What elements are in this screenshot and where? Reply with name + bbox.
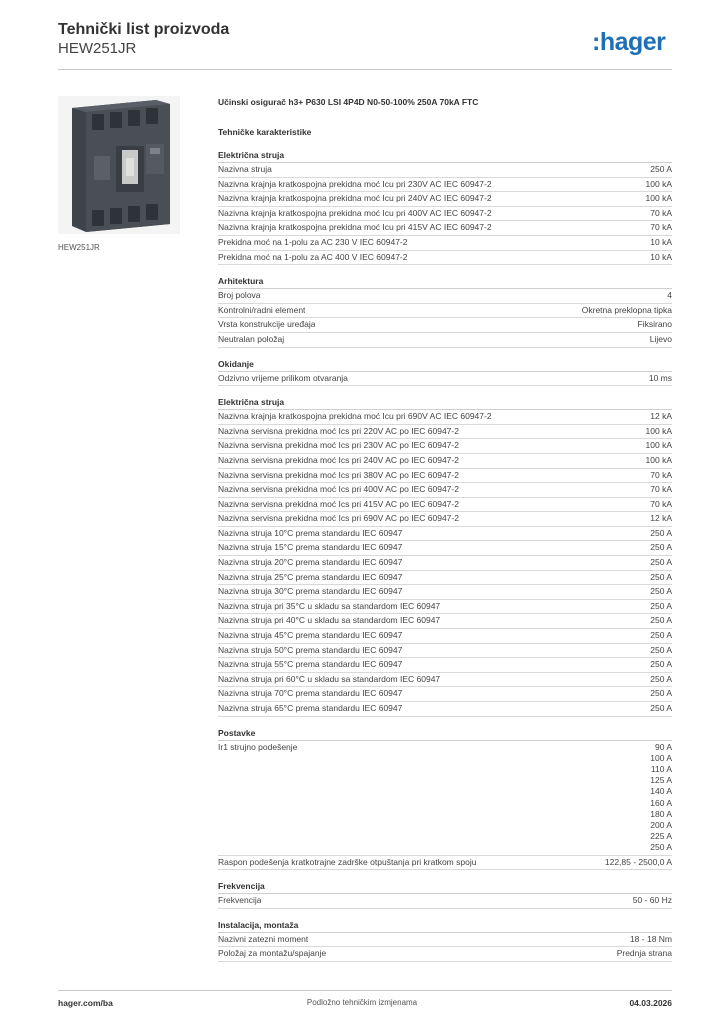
spec-row xyxy=(218,454,672,469)
spec-value: 100 kA xyxy=(645,178,672,189)
spec-label: Nazivna krajnja kratkospojna prekidna moć Icu pri 240V AC IEC 60947-2 xyxy=(218,193,492,204)
spec-row xyxy=(218,856,672,871)
spec-value: 250 A xyxy=(650,542,672,553)
spec-value: 122,85 - 2500,0 A xyxy=(604,856,672,867)
spec-label: Nazivna servisna prekidna moć Ics pri 690V AC po IEC 60947-2 xyxy=(218,513,459,524)
spec-value: 70 kA xyxy=(650,222,672,233)
spec-row xyxy=(218,741,672,856)
spec-row xyxy=(218,947,672,962)
spec-row xyxy=(218,614,672,629)
spec-value: 4 xyxy=(667,290,672,301)
product-image xyxy=(58,96,180,234)
section-title: Električna struja xyxy=(218,395,672,410)
spec-section xyxy=(218,274,672,347)
spec-row xyxy=(218,289,672,304)
spec-label: Nazivna struja 10°C prema standardu IEC 60947 xyxy=(218,527,403,538)
spec-value: 250 A xyxy=(650,571,672,582)
spec-row xyxy=(218,702,672,717)
spec-section xyxy=(218,726,672,871)
spec-row xyxy=(218,469,672,484)
section-title: Arhitektura xyxy=(218,274,672,289)
spec-value: 250 A xyxy=(650,557,672,568)
spec-value: 250 A xyxy=(650,673,672,684)
spec-row xyxy=(218,163,672,178)
section-title: Postavke xyxy=(218,726,672,741)
spec-label: Vrsta konstrukcije uređaja xyxy=(218,319,316,330)
spec-value: Fiksirano xyxy=(637,319,672,330)
spec-label: Nazivna servisna prekidna moć Ics pri 240V AC po IEC 60947-2 xyxy=(218,454,459,465)
spec-row xyxy=(218,600,672,615)
spec-value: 250 A xyxy=(650,600,672,611)
spec-value: 125 A xyxy=(650,775,672,786)
spec-value: 70 kA xyxy=(650,498,672,509)
spec-label: Prekidna moć na 1-polu za AC 400 V IEC 60947-2 xyxy=(218,251,408,262)
spec-value: 250 A xyxy=(650,659,672,670)
spec-row xyxy=(218,207,672,222)
spec-value: 90 A xyxy=(654,741,672,752)
spec-label: Nazivna servisna prekidna moć Ics pri 220V AC po IEC 60947-2 xyxy=(218,425,459,436)
spec-value: 70 kA xyxy=(650,207,672,218)
spec-row xyxy=(218,658,672,673)
spec-label: Nazivna servisna prekidna moć Ics pri 230V AC po IEC 60947-2 xyxy=(218,440,459,451)
spec-value: 225 A xyxy=(650,831,672,842)
product-title: Učinski osigurač h3+ P630 LSI 4P4D N0-50-100% 250A 70kA FTC xyxy=(218,97,479,107)
spec-label: Kontrolni/radni element xyxy=(218,304,306,315)
spec-value: 10 kA xyxy=(650,236,672,247)
spec-value: 250 A xyxy=(650,842,672,853)
spec-label: Prekidna moć na 1-polu za AC 230 V IEC 60947-2 xyxy=(218,236,408,247)
spec-value: 10 kA xyxy=(650,251,672,262)
spec-label: Nazivna struja pri 40°C u skladu sa standardom IEC 60947 xyxy=(218,615,441,626)
spec-value: 12 kA xyxy=(650,411,672,422)
header-divider xyxy=(58,69,672,70)
spec-row xyxy=(218,541,672,556)
page-title: Tehnički list proizvoda xyxy=(58,21,230,38)
footer-divider xyxy=(58,990,672,991)
spec-value: 250 A xyxy=(650,644,672,655)
spec-row xyxy=(218,425,672,440)
spec-section xyxy=(218,357,672,387)
spec-row xyxy=(218,333,672,348)
spec-label: Nazivna struja xyxy=(218,164,272,174)
spec-value: Lijevo xyxy=(649,333,672,344)
spec-row xyxy=(218,304,672,319)
spec-row xyxy=(218,236,672,251)
spec-value: 70 kA xyxy=(650,484,672,495)
spec-row xyxy=(218,585,672,600)
spec-label: Nazivna struja 45°C prema standardu IEC 60947 xyxy=(218,630,403,641)
spec-label: Nazivna struja 15°C prema standardu IEC 60947 xyxy=(218,542,403,553)
spec-label: Nazivna servisna prekidna moć Ics pri 415V AC po IEC 60947-2 xyxy=(218,498,459,509)
spec-row xyxy=(218,498,672,513)
spec-value: 160 A xyxy=(650,797,672,808)
spec-value: 10 ms xyxy=(648,372,672,383)
spec-row xyxy=(218,527,672,542)
spec-section xyxy=(218,879,672,909)
footer-disclaimer: Podložno tehničkim izmjenama xyxy=(306,998,418,1007)
spec-row xyxy=(218,933,672,948)
spec-row xyxy=(218,221,672,236)
spec-row xyxy=(218,629,672,644)
spec-value: 110 A xyxy=(650,764,672,774)
spec-label: Nazivna struja 20°C prema standardu IEC 60947 xyxy=(218,557,403,568)
section-title: Instalacija, montaža xyxy=(218,918,672,933)
spec-value: 100 kA xyxy=(645,425,672,436)
spec-row xyxy=(218,178,672,193)
footer-date: 04.03.2026 xyxy=(629,998,672,1008)
image-caption: HEW251JR xyxy=(58,243,100,252)
spec-value: 70 kA xyxy=(650,469,672,480)
spec-label: Nazivna struja 25°C prema standardu IEC 60947 xyxy=(218,571,403,582)
spec-value: 100 kA xyxy=(645,193,672,204)
spec-row xyxy=(218,644,672,659)
spec-value: Okretna preklopna tipka xyxy=(581,304,672,315)
spec-value: 250 A xyxy=(650,586,672,597)
spec-value: Prednja strana xyxy=(616,948,672,959)
spec-sections xyxy=(218,148,672,962)
spec-value: 250 A xyxy=(650,527,672,538)
spec-label: Nazivna struja 70°C prema standardu IEC 60947 xyxy=(218,688,403,699)
spec-value: 100 A xyxy=(650,752,672,763)
spec-value: 100 kA xyxy=(645,440,672,451)
spec-label: Odzivno vrijeme prilikom otvaranja xyxy=(218,372,348,383)
spec-row xyxy=(218,192,672,207)
spec-row xyxy=(218,556,672,571)
spec-value: 100 kA xyxy=(645,454,672,465)
spec-value: 250 A xyxy=(650,688,672,699)
spec-values xyxy=(650,741,672,855)
spec-label: Nazivna struja 65°C prema standardu IEC 60947 xyxy=(218,703,403,713)
spec-value: 12 kA xyxy=(650,513,672,524)
hager-logo: :hager xyxy=(592,28,666,56)
spec-value: 250 A xyxy=(650,630,672,641)
spec-section xyxy=(218,395,672,716)
spec-label: Nazivna krajnja kratkospojna prekidna moć Icu pri 400V AC IEC 60947-2 xyxy=(218,207,492,218)
spec-label: Nazivna servisna prekidna moć Ics pri 380V AC po IEC 60947-2 xyxy=(218,469,459,480)
section-title: Okidanje xyxy=(218,357,672,372)
spec-row xyxy=(218,439,672,454)
spec-row xyxy=(218,571,672,586)
spec-label: Raspon podešenja kratkotrajne zadrške otpuštanja pri kratkom spoju xyxy=(218,856,477,867)
section-title: Električna struja xyxy=(218,148,672,163)
spec-label: Nazivna struja 50°C prema standardu IEC 60947 xyxy=(218,644,403,655)
section-title: Frekvencija xyxy=(218,879,672,894)
footer-website[interactable]: hager.com/ba xyxy=(58,998,113,1008)
spec-row xyxy=(218,318,672,333)
spec-value: 50 - 60 Hz xyxy=(632,895,672,906)
spec-row xyxy=(218,673,672,688)
spec-section xyxy=(218,918,672,962)
spec-value: 140 A xyxy=(650,786,672,797)
spec-row xyxy=(218,410,672,425)
spec-row xyxy=(218,483,672,498)
spec-content xyxy=(218,95,672,962)
spec-section xyxy=(218,148,672,265)
spec-value: 250 A xyxy=(650,703,672,713)
spec-row xyxy=(218,251,672,266)
spec-value: 180 A xyxy=(650,808,672,819)
spec-label: Nazivna krajnja kratkospojna prekidna moć Icu pri 415V AC IEC 60947-2 xyxy=(218,222,492,233)
spec-label: Nazivni zatezni moment xyxy=(218,933,309,944)
spec-value: 18 - 18 Nm xyxy=(629,933,672,944)
spec-label: Nazivna struja pri 60°C u skladu sa standardom IEC 60947 xyxy=(218,673,441,684)
section-heading: Tehničke karakteristike xyxy=(218,127,312,137)
spec-label: Neutralan položaj xyxy=(218,333,285,344)
spec-label: Ir1 strujno podešenje xyxy=(218,741,298,752)
spec-value: 250 A xyxy=(650,615,672,626)
spec-row xyxy=(218,512,672,527)
product-code: HEW251JR xyxy=(58,40,137,57)
spec-label: Nazivna struja pri 35°C u skladu sa standardom IEC 60947 xyxy=(218,600,441,611)
spec-value: 250 A xyxy=(650,164,672,174)
spec-label: Broj polova xyxy=(218,290,261,301)
spec-label: Nazivna struja 30°C prema standardu IEC 60947 xyxy=(218,586,403,597)
spec-label: Frekvencija xyxy=(218,895,262,906)
spec-label: Nazivna struja 55°C prema standardu IEC 60947 xyxy=(218,659,403,670)
spec-label: Položaj za montažu/spajanje xyxy=(218,948,327,959)
spec-row xyxy=(218,687,672,702)
spec-label: Nazivna krajnja kratkospojna prekidna moć Icu pri 230V AC IEC 60947-2 xyxy=(218,178,492,189)
spec-row xyxy=(218,894,672,909)
spec-row xyxy=(218,372,672,387)
spec-value: 200 A xyxy=(650,820,672,831)
spec-label: Nazivna servisna prekidna moć Ics pri 400V AC po IEC 60947-2 xyxy=(218,484,459,495)
spec-label: Nazivna krajnja kratkospojna prekidna moć Icu pri 690V AC IEC 60947-2 xyxy=(218,411,492,422)
